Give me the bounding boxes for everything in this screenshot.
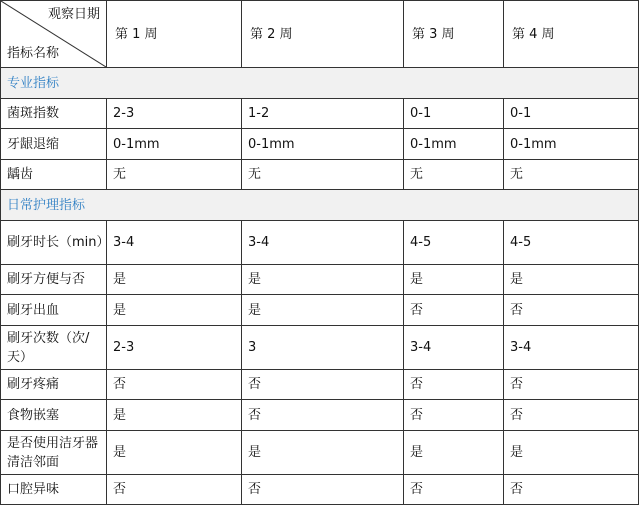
week-2-value: 无 [242,160,404,190]
table-row [1,99,639,129]
week-4-value: 0-1mm [504,129,639,160]
week-2-value: 是 [242,265,404,295]
week-3-value: 否 [404,475,504,505]
section-row [1,190,639,221]
week-3-value: 0-1mm [404,129,504,160]
week-1-value: 是 [107,265,242,295]
indicator-name: 刷牙方便与否 [1,265,107,295]
week-2-value: 否 [242,400,404,431]
week-2-value: 3-4 [242,221,404,265]
week-4-value: 是 [504,431,639,475]
corner-label-indicator: 指标名称 [7,46,60,61]
week-3-value: 0-1 [404,99,504,129]
week-2-value: 否 [242,370,404,400]
week-1-value: 是 [107,431,242,475]
week-2-value: 是 [242,431,404,475]
week-1-value: 否 [107,475,242,505]
week-1-value: 是 [107,400,242,431]
section-title: 日常护理指标 [1,190,639,221]
table-row [1,370,639,400]
indicator-name: 刷牙出血 [1,295,107,326]
week-1-value: 否 [107,370,242,400]
week-4-value: 否 [504,475,639,505]
week-2-value: 3 [242,326,404,370]
table-row [1,431,639,475]
week-3-value: 否 [404,400,504,431]
header-row [1,1,639,68]
week-1-value: 2-3 [107,326,242,370]
table-row [1,265,639,295]
week-3-value: 否 [404,370,504,400]
indicator-name: 龋齿 [1,160,107,190]
week-4-value: 4-5 [504,221,639,265]
table-row [1,129,639,160]
week-3-value: 无 [404,160,504,190]
indicator-name: 牙龈退缩 [1,129,107,160]
table-row [1,295,639,326]
header-corner-cell [1,1,107,68]
week-3-value: 4-5 [404,221,504,265]
week-3-header: 第 3 周 [404,1,504,68]
table-row [1,475,639,505]
week-4-value: 3-4 [504,326,639,370]
indicator-name: 菌斑指数 [1,99,107,129]
week-2-value: 否 [242,475,404,505]
indicator-name: 口腔异味 [1,475,107,505]
table-row [1,400,639,431]
week-4-value: 无 [504,160,639,190]
week-2-value: 1-2 [242,99,404,129]
indicator-name: 食物嵌塞 [1,400,107,431]
section-title: 专业指标 [1,68,639,99]
week-4-value: 否 [504,370,639,400]
week-2-value: 0-1mm [242,129,404,160]
week-4-value: 否 [504,295,639,326]
week-4-value: 否 [504,400,639,431]
table-row [1,160,639,190]
indicator-name: 刷牙时长（min） [1,221,107,265]
table-row [1,326,639,370]
week-1-value: 2-3 [107,99,242,129]
week-1-value: 0-1mm [107,129,242,160]
week-1-value: 3-4 [107,221,242,265]
week-3-value: 3-4 [404,326,504,370]
week-4-header: 第 4 周 [504,1,639,68]
indicator-name: 是否使用洁牙器清洁邻面 [1,431,107,475]
section-row [1,68,639,99]
week-3-value: 是 [404,431,504,475]
week-2-header: 第 2 周 [242,1,404,68]
table-row [1,221,639,265]
week-4-value: 是 [504,265,639,295]
week-1-header: 第 1 周 [107,1,242,68]
week-4-value: 0-1 [504,99,639,129]
indicator-name: 刷牙次数（次/天） [1,326,107,370]
week-1-value: 是 [107,295,242,326]
week-2-value: 是 [242,295,404,326]
week-3-value: 否 [404,295,504,326]
indicator-name: 刷牙疼痛 [1,370,107,400]
week-1-value: 无 [107,160,242,190]
corner-label-date: 观察日期 [47,7,100,22]
week-3-value: 是 [404,265,504,295]
